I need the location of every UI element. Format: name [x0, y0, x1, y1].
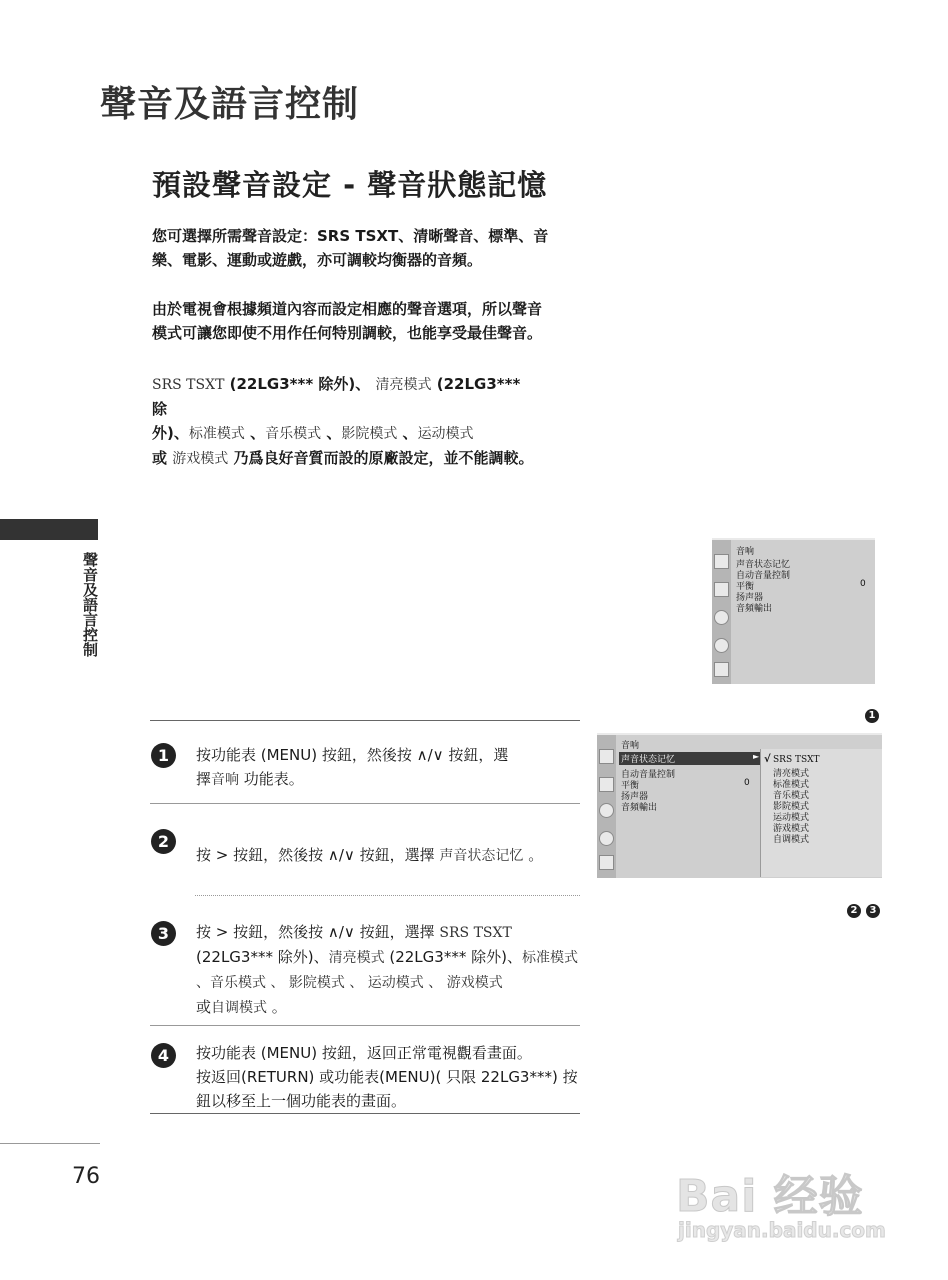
- intro-line: 由於電視會根據頻道內容而設定相應的聲音選項，所以聲音: [152, 300, 543, 318]
- step-number: 3: [151, 921, 176, 946]
- divider: [150, 1113, 580, 1114]
- option-clear-voice[interactable]: 清亮模式: [773, 769, 810, 779]
- menu-item-balance[interactable]: 平衡: [621, 781, 640, 791]
- divider: [150, 803, 580, 804]
- menu-item-sound-mode[interactable]: 声音状态记忆: [736, 560, 791, 570]
- watermark-url: jingyan.baidu.com: [678, 1218, 886, 1242]
- menu-item-sound-mode-selected[interactable]: 声音状态记忆: [619, 752, 763, 765]
- screen-icon: [599, 777, 614, 792]
- balance-value: 0: [744, 778, 750, 788]
- option-icon: [599, 855, 614, 870]
- divider: [195, 895, 580, 896]
- baidu-watermark: [676, 1140, 906, 1250]
- step-number: 1: [151, 743, 176, 768]
- watermark-brand: Bai 经验: [676, 1171, 864, 1222]
- intro-paragraph-2: [152, 297, 592, 345]
- option-user[interactable]: 自调模式: [773, 835, 810, 845]
- menu-title: 音响: [621, 741, 640, 751]
- menu-item-audio-out[interactable]: 音頻輸出: [736, 604, 773, 614]
- mode-name: SRS TSXT: [152, 377, 225, 393]
- mode-name: 运动模式: [417, 426, 474, 442]
- mode-name: 标准模式: [188, 426, 245, 442]
- mode-name: 游戏模式: [172, 451, 229, 467]
- step-3-text: 按 > 按鈕，然後按 ∧/∨ 按鈕，選擇 SRS TSXT (22LG3*** 除外)、清亮模式 (22LG3*** 除外)、标准模式 、音乐模式 、 影院模式 、 运动模式 、 游戏模式 或自调模式 。: [196, 923, 578, 1016]
- menu-item-auto-volume[interactable]: 自动音量控制: [621, 770, 676, 780]
- screen-icon: [714, 582, 729, 597]
- mode-name: 清亮模式: [375, 377, 432, 393]
- audio-menu-screen-2: [597, 733, 882, 878]
- step-2-text: 按 > 按鈕，然後按 ∧/∨ 按鈕，選擇 声音状态记忆 。: [196, 846, 544, 864]
- audio-icon: [599, 803, 614, 818]
- callout-number: 2: [847, 904, 861, 918]
- menu-name: SRS TSXT: [439, 925, 512, 941]
- option-music[interactable]: 音乐模式: [773, 791, 810, 801]
- step-4-text: 按功能表 (MENU) 按鈕，返回正常電視觀看畫面。 按返回(RETURN) 或功能表(MENU)( 只限 22LG3***) 按 鈕以移至上一個功能表的畫面。: [196, 1044, 578, 1110]
- clock-icon: [714, 638, 729, 653]
- submenu-arrow-icon: ►: [753, 752, 760, 761]
- mode-name: 音乐模式: [265, 426, 322, 442]
- intro-paragraph-1: [152, 224, 592, 272]
- side-tab-marker: [0, 519, 98, 540]
- menu-item-speaker[interactable]: 扬声器: [621, 792, 649, 802]
- option-icon: [714, 662, 729, 677]
- picture-icon: [599, 749, 614, 764]
- divider: [150, 720, 580, 721]
- picture-icon: [714, 554, 729, 569]
- menu-name: 音响: [211, 772, 240, 788]
- page-number: 76: [72, 1164, 100, 1189]
- menu-item-auto-volume[interactable]: 自动音量控制: [736, 571, 791, 581]
- callout-number: 3: [866, 904, 880, 918]
- clock-icon: [599, 831, 614, 846]
- intro-line: 您可選擇所需聲音設定：SRS TSXT、清晰聲音、標準、音: [152, 227, 549, 245]
- sound-mode-submenu: [760, 749, 882, 877]
- option-standard[interactable]: 标准模式: [773, 780, 810, 790]
- balance-value: 0: [860, 579, 866, 589]
- menu-icon-column: [712, 540, 731, 684]
- audio-menu-screen-1: [712, 538, 875, 684]
- chapter-title: 聲音及語言控制: [100, 84, 360, 125]
- menu-title: 音响: [736, 547, 755, 557]
- menu-item-balance[interactable]: 平衡: [736, 582, 755, 592]
- option-cinema[interactable]: 影院模式: [773, 802, 810, 812]
- option-srs-tsxt[interactable]: SRS TSXT: [773, 755, 820, 765]
- step-number: 4: [151, 1043, 176, 1068]
- intro-line: 樂、電影、運動或遊戲，亦可調較均衡器的音頻。: [152, 251, 483, 269]
- section-title: 預設聲音設定 - 聲音狀態記憶: [152, 168, 548, 202]
- check-icon: √: [764, 754, 771, 765]
- menu-name: 声音状态记忆: [439, 848, 524, 864]
- side-chapter-label: 聲音及語言控制: [81, 552, 99, 657]
- intro-line: 模式可讓您即使不用作任何特別調較，也能享受最佳聲音。: [152, 324, 543, 342]
- option-sport[interactable]: 运动模式: [773, 813, 810, 823]
- step-1-text: 按功能表 (MENU) 按鈕，然後按 ∧/∨ 按鈕，選 擇音响 功能表。: [196, 746, 509, 788]
- menu-item-audio-out[interactable]: 音頻輸出: [621, 803, 658, 813]
- preset-note: SRS TSXT (22LG3*** 除外)、 清亮模式 (22LG3*** 除 外)、标准模式 、音乐模式 、影院模式 、运动模式 或 游戏模式 乃爲良好音質而設的原廠設定，並不能調較。: [152, 375, 534, 467]
- callout-number: 1: [865, 709, 879, 723]
- mode-name: 影院模式: [341, 426, 398, 442]
- option-game[interactable]: 游戏模式: [773, 824, 810, 834]
- footer-rule: [0, 1143, 100, 1144]
- step-number: 2: [151, 829, 176, 854]
- menu-item-speaker[interactable]: 扬声器: [736, 593, 764, 603]
- audio-icon: [714, 610, 729, 625]
- menu-icon-column: [597, 735, 616, 878]
- divider: [150, 1025, 580, 1026]
